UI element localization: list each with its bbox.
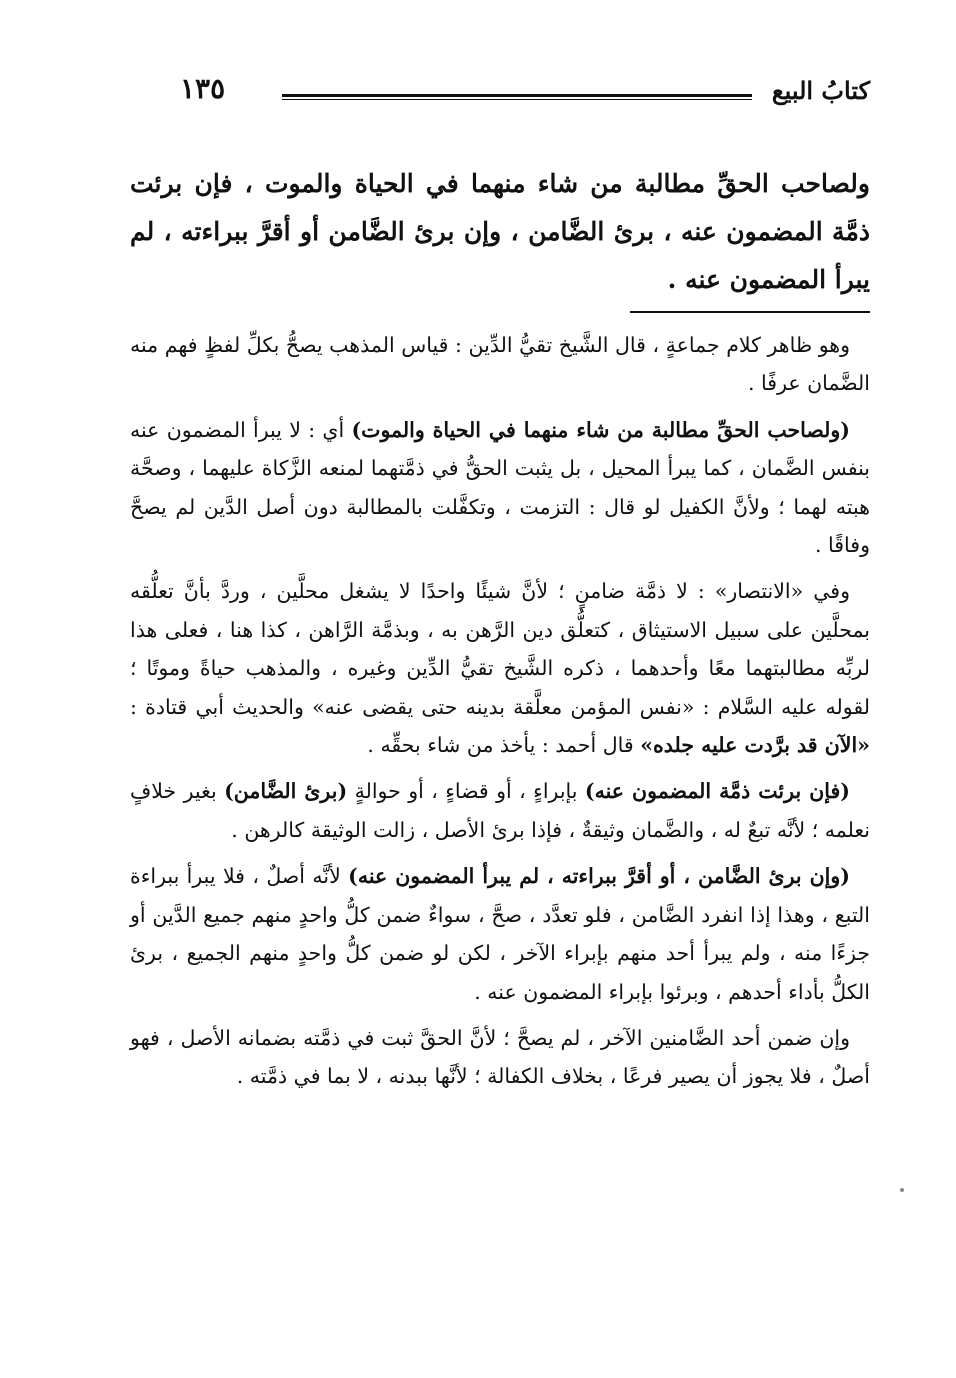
scan-speck — [900, 1188, 904, 1192]
commentary-paragraph-2 — [130, 411, 870, 565]
quoted-matn: (ولصاحب الحقِّ مطالبة من شاء منهما في الحياة والموت) — [351, 417, 851, 442]
hadith-quote: «الآن قد برَّدت عليه جلده» — [640, 733, 870, 758]
paragraph-text: قال أحمد : يأخذ من شاء بحقِّه . — [367, 733, 641, 758]
paragraph-text: بغير خلافٍ نعلمه ؛ لأنَّه تبعٌ له ، والضَّمان وثيقةٌ ، فإذا برئ الأصل ، زالت الوثيقة كالرهن . — [130, 779, 870, 842]
paragraph-text: بإبراءٍ ، أو قضاءٍ ، أو حوالةٍ — [347, 779, 585, 804]
paragraph-text: وفي «الانتصار» : لا ذمَّة ضامنٍ ؛ لأنَّ شيئًا واحدًا لا يشغل محلَّين ، وردَّ بأنَّ تعلُّقه بمحلَّين على سبيل الاستيثاق ، كتعلُّق دين الرَّهن به ، وبذمَّة الرَّاهن ، كذا هنا ، فعلى هذا لربِّه مطالبتهما معًا وأحدهما ، ذكره الشَّيخ تقيُّ الدِّين وغيره ، والمذهب حياةً وموتًا ؛ لقوله عليه السَّلام : «نفس المؤمن معلَّقة بدينه حتى يقضى عنه» والحديث أبي قتادة : — [130, 579, 870, 719]
book-title: كتابُ البيع — [771, 76, 870, 105]
quoted-matn: (وإن برئ الضَّامن ، أو أقرَّ ببراءته ، لم يبرأ المضمون عنه) — [348, 864, 850, 889]
footnote-divider — [630, 311, 870, 313]
paragraph-text: وهو ظاهر كلام جماعةٍ ، قال الشَّيخ تقيُّ الدِّين : قياس المذهب يصحُّ بكلِّ لفظٍ فهم منه الضَّمان عرفًا . — [130, 333, 870, 396]
page-header — [130, 72, 870, 112]
commentary-paragraph-6 — [130, 1019, 870, 1096]
commentary-paragraph-4 — [130, 772, 870, 849]
commentary-paragraph-3 — [130, 572, 870, 764]
commentary-paragraph-5 — [130, 857, 870, 1011]
header-rule — [282, 94, 752, 100]
paragraph-text: وإن ضمن أحد الضَّامنين الآخر ، لم يصحَّ ؛ لأنَّ الحقَّ ثبت في ذمَّته بضمانه الأصل ، فهو أصلٌ ، فلا يجوز أن يصير فرعًا ، بخلاف الكفالة ؛ لأنَّها ببدنه ، لا بما في ذمَّته . — [130, 1025, 870, 1089]
paragraph-text: أي : لا يبرأ المضمون عنه بنفس الضَّمان ، كما يبرأ المحيل ، بل يثبت الحقُّ في ذمَّتهما لمنعه الزَّكاة عليهما ، وصحَّة هبته لهما ؛ ولأنَّ الكفيل لو قال : التزمت ، وتكفَّلت بالمطالبة دون أصل الدَّين لم يصحَّ وفاقًا . — [130, 417, 870, 558]
paragraph-text: لأنَّه أصلٌ ، فلا يبرأ ببراءة التبع ، وهذا إذا انفرد الضَّامن ، فلو تعدَّد ، صحَّ ، سواءٌ ضمن كلُّ واحدٍ منهم جميع الدَّين أو جزءًا منه ، ولم يبرأ أحد منهم بإبراء الآخر ، لكن لو ضمن كلُّ واحدٍ منهم الجميع ، برئ الكلُّ بأداء أحدهم ، وبرئوا بإبراء المضمون عنه . — [130, 864, 870, 1004]
main-text: ولصاحب الحقِّ مطالبة من شاء منهما في الحياة والموت ، فإن برئت ذمَّة المضمون عنه ، برئ الضَّامن ، وإن برئ الضَّامن أو أقرَّ ببراءته ، لم يبرأ المضمون عنه . — [130, 169, 870, 294]
quoted-matn: (برئ الضَّامن) — [224, 779, 348, 804]
quoted-matn: (فإن برئت ذمَّة المضمون عنه) — [584, 779, 850, 804]
commentary-paragraph-1 — [130, 326, 870, 403]
page-number: ١٣٥ — [180, 72, 226, 105]
commentary — [130, 326, 870, 1104]
